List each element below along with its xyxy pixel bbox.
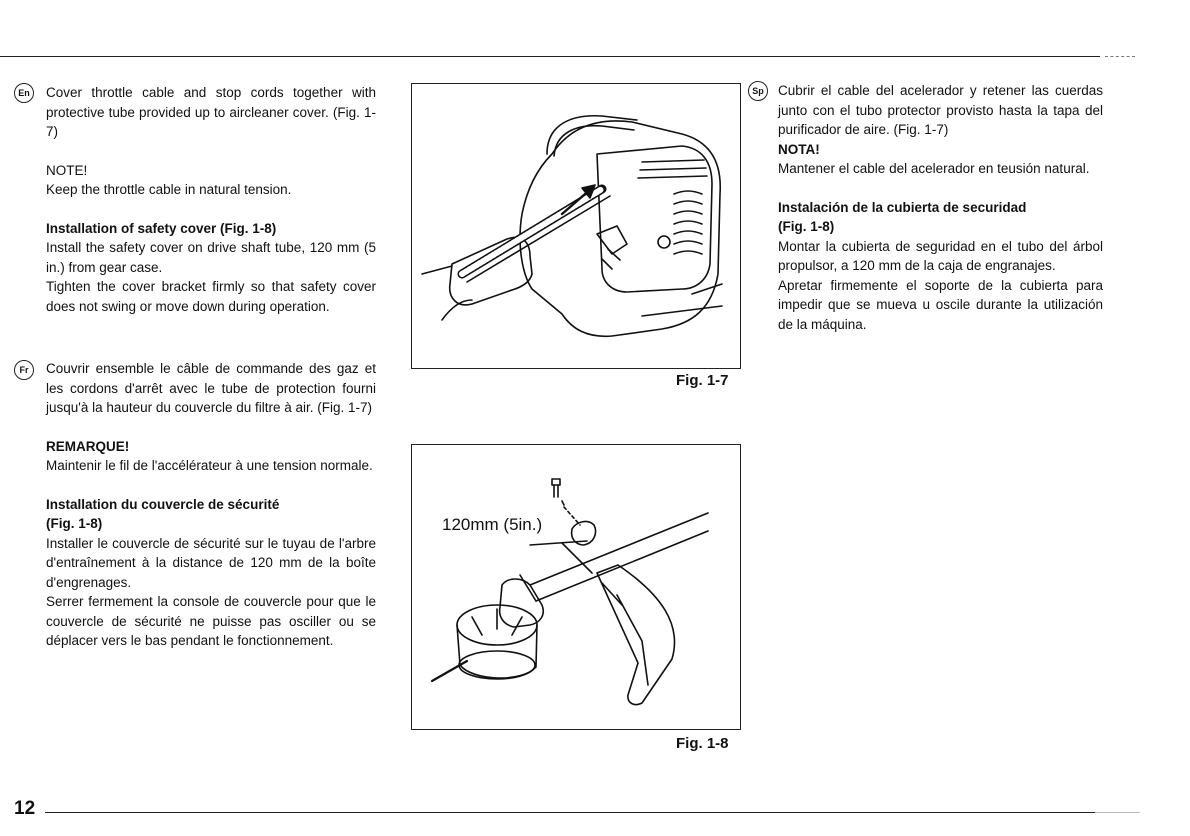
french-install-title: Installation du couvercle de sécurité <box>46 496 280 512</box>
spanish-badge: Sp <box>748 81 768 101</box>
spanish-install-text2: Apretar firmemente el soporte de la cubierta para impedir que se mueva u oscile durante la utilización de la máquina. <box>778 277 1103 332</box>
french-install-fig: (Fig. 1-8) <box>46 516 103 531</box>
spanish-para1: Cubrir el cable del acelerador y retener las cuerdas junto con el tubo protector provisto hasta la tapa del purificador de aire. (Fig. 1-7) <box>778 83 1103 137</box>
spanish-install-text1: Montar la cubierta de seguridad en el tubo del árbol propulsor, a 120 mm de la caja de engranajes. <box>778 238 1103 273</box>
top-rule <box>0 56 1100 57</box>
safety-cover-illustration <box>412 445 740 729</box>
french-section <box>46 359 376 651</box>
spanish-section <box>778 81 1103 334</box>
french-note-text: Maintenir le fil de l'accélérateur à une tension normale. <box>46 458 373 473</box>
bottom-rule-fade <box>1095 812 1140 813</box>
english-note-text: Keep the throttle cable in natural tension. <box>46 182 292 197</box>
top-rule-dashed-end <box>1105 56 1135 57</box>
figure-1-7 <box>411 83 741 369</box>
french-badge: Fr <box>14 360 34 380</box>
french-install-text1: Installer le couvercle de sécurité sur le tuyau de l'arbre d'entraînement à la distance de 120 mm de la boîte d'engrenages. <box>46 535 376 590</box>
spanish-install-fig: (Fig. 1-8) <box>778 219 835 234</box>
spanish-note-title: NOTA! <box>778 141 820 157</box>
french-note-title: REMARQUE! <box>46 438 130 454</box>
figure-1-8-dimension: 120mm (5in.) <box>442 515 543 534</box>
figure-1-8-caption: Fig. 1-8 <box>676 735 729 752</box>
french-install-text2: Serrer fermement la console de couvercle pour que le couvercle de sécurité ne puisse pas osciller ou se déplacer vers le bas pendant le fonctionnement. <box>46 594 376 648</box>
page-number: 12 <box>14 798 36 819</box>
english-section <box>46 83 376 316</box>
figure-1-8 <box>411 444 741 730</box>
english-para1: Cover throttle cable and stop cords together with protective tube provided up to aircleaner cover. (Fig. 1-7) <box>46 85 376 139</box>
english-install-text2: Tighten the cover bracket firmly so that safety cover does not swing or move down during operation. <box>46 279 376 314</box>
english-badge: En <box>14 83 34 103</box>
figure-1-7-caption: Fig. 1-7 <box>676 372 729 389</box>
english-install-text1: Install the safety cover on drive shaft tube, 120 mm (5 in.) from gear case. <box>46 240 376 275</box>
english-note-title: NOTE! <box>46 162 88 178</box>
french-para1: Couvrir ensemble le câble de commande des gaz et les cordons d'arrêt avec le tube de protection fourni jusqu'à la hauteur du couvercle du filtre à air. (Fig. 1-7) <box>46 361 376 415</box>
spanish-install-title: Instalación de la cubierta de securidad <box>778 199 1027 215</box>
bottom-rule <box>45 812 1095 813</box>
engine-illustration <box>412 84 740 368</box>
spanish-note-text: Mantener el cable del acelerador en teusión natural. <box>778 161 1090 176</box>
english-install-title: Installation of safety cover (Fig. 1-8) <box>46 220 277 236</box>
